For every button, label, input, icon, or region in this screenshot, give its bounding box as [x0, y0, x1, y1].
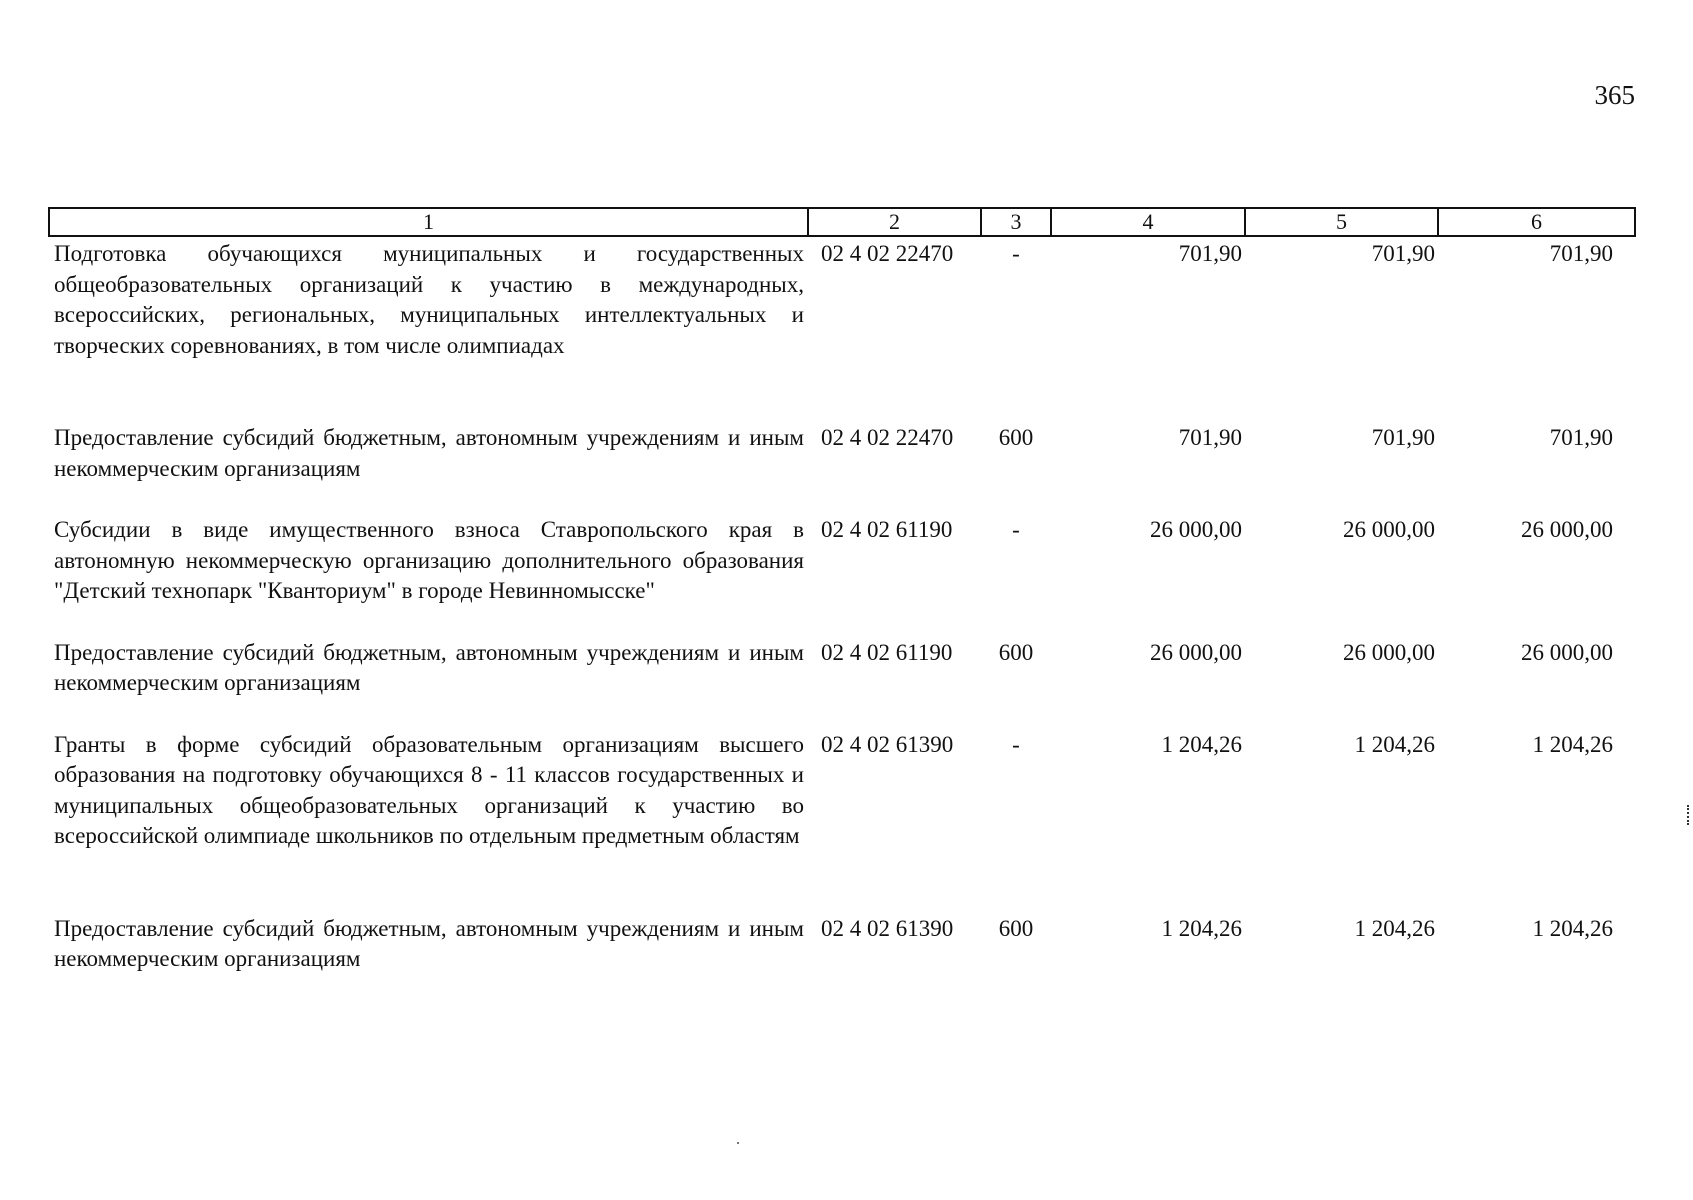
- row-amount-1: 1 204,26: [1161, 731, 1242, 757]
- row-expense-type: 600: [998, 915, 1034, 941]
- table-row: [49, 513, 1635, 636]
- column-header-2: 2: [808, 208, 981, 236]
- table-row: [49, 421, 1635, 513]
- table-row: [49, 636, 1635, 728]
- row-amount-1: 26 000,00: [1150, 517, 1242, 542]
- row-amount-2: 701,90: [1371, 241, 1435, 266]
- table-header-row: [49, 208, 1635, 236]
- scan-edge-mark: [1687, 805, 1691, 825]
- row-amount-1: 701,90: [1178, 425, 1242, 450]
- row-code: 02 4 02 22470: [821, 241, 954, 266]
- row-amount-2: 701,90: [1371, 425, 1435, 450]
- row-amount-3: 1 204,26: [1532, 731, 1613, 757]
- column-header-1: 1: [49, 208, 808, 236]
- row-name: Предоставление субсидий бюджетным, автономным учреждениям и иным некоммерческим организациям: [54, 915, 804, 971]
- column-header-6: 6: [1438, 208, 1635, 236]
- row-amount-3: 701,90: [1549, 241, 1613, 266]
- row-amount-3: 701,90: [1549, 425, 1613, 450]
- row-amount-2: 26 000,00: [1343, 517, 1435, 542]
- row-name: Предоставление субсидий бюджетным, автономным учреждениям и иным некоммерческим организациям: [54, 425, 804, 481]
- table-row: [49, 728, 1635, 912]
- row-amount-2: 1 204,26: [1354, 915, 1435, 941]
- row-name: Гранты в форме субсидий образовательным организациям высшего образования на подготовку обучающихся 8 - 11 классов государственных и муниципальных общеобразовательных организаций к участию во всероссийской олимпиаде школьников по отдельным предметным областям: [54, 731, 804, 848]
- row-amount-1: 701,90: [1178, 241, 1242, 266]
- row-expense-type: 600: [998, 425, 1034, 450]
- row-name: Субсидии в виде имущественного взноса Ставропольского края в автономную некоммерческую организацию дополнительного образования "Детский технопарк "Кванториум" в городе Невинномысске": [54, 517, 804, 603]
- table-row: [49, 912, 1635, 975]
- row-amount-1: 26 000,00: [1150, 639, 1242, 665]
- row-amount-3: 1 204,26: [1532, 915, 1613, 941]
- column-header-5: 5: [1245, 208, 1438, 236]
- row-amount-2: 26 000,00: [1343, 639, 1435, 665]
- row-name: Подготовка обучающихся муниципальных и государственных общеобразовательных организаций к участию в международных, всероссийских, региональных, муниципальных интеллектуальных и творческих соревнованиях, в том числе олимпиадах: [54, 241, 804, 358]
- row-amount-3: 26 000,00: [1521, 517, 1613, 542]
- table-row: [49, 236, 1635, 421]
- budget-table: [48, 207, 1636, 975]
- row-expense-type: 600: [998, 639, 1034, 665]
- column-header-3: 3: [981, 208, 1051, 236]
- row-code: 02 4 02 61190: [821, 639, 953, 665]
- row-code: 02 4 02 22470: [821, 425, 954, 450]
- scan-speck: [737, 1142, 739, 1144]
- row-amount-1: 1 204,26: [1161, 915, 1242, 941]
- row-code: 02 4 02 61390: [821, 915, 954, 941]
- page-number: 365: [1594, 80, 1635, 110]
- row-amount-3: 26 000,00: [1521, 639, 1613, 665]
- row-amount-2: 1 204,26: [1354, 731, 1435, 757]
- column-header-4: 4: [1051, 208, 1245, 236]
- row-expense-type: -: [1012, 517, 1020, 542]
- row-code: 02 4 02 61390: [821, 731, 954, 757]
- row-expense-type: -: [1012, 731, 1020, 757]
- row-expense-type: -: [1012, 241, 1020, 266]
- row-name: Предоставление субсидий бюджетным, автономным учреждениям и иным некоммерческим организациям: [54, 639, 804, 695]
- row-code: 02 4 02 61190: [821, 517, 953, 542]
